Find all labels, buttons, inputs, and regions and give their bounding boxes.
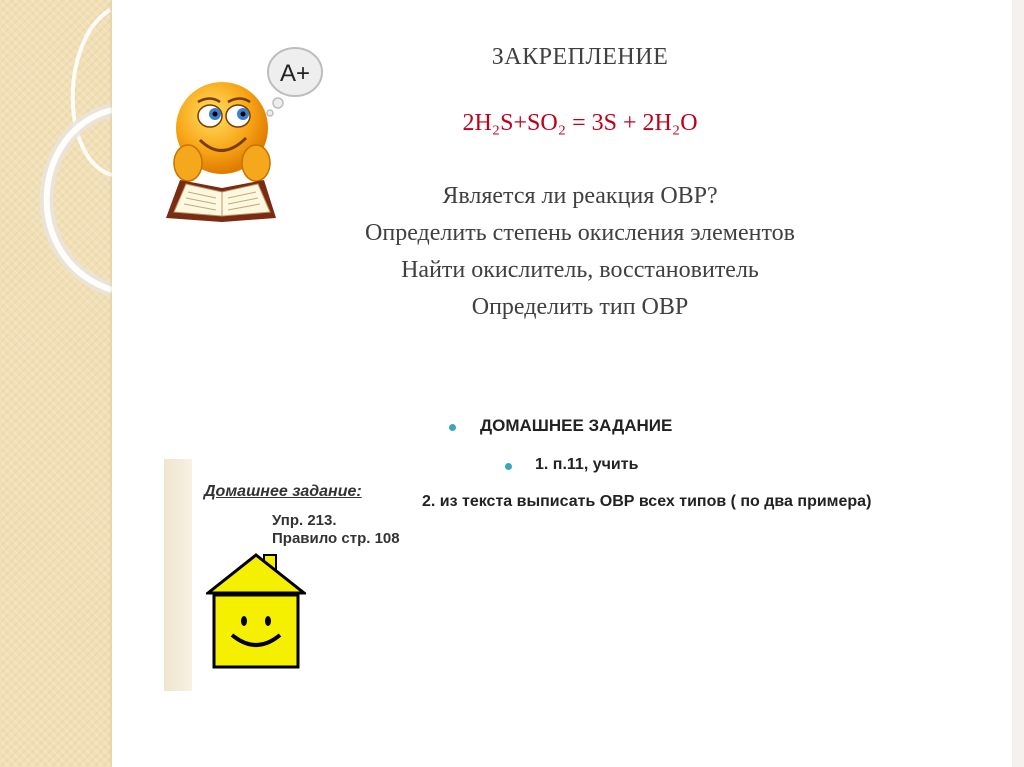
card-line-2: Правило стр. 108 [272,530,400,547]
question-list [270,178,890,326]
homework-item-2: 2. из текста выписать ОВР всех типов ( по два примера) [422,493,872,510]
card-line-1: Упр. 213. [272,512,337,529]
homework-item-1: 1. п.11, учить [535,456,639,473]
card-title: Домашнее задание: [204,483,362,500]
card-edge [164,459,192,691]
bullet-dot-icon [505,463,512,470]
thought-bubble-text: A+ [279,60,311,87]
question-item: Найти окислитель, восстановитель [401,257,759,283]
decorative-side-strip [0,0,112,767]
smiling-house-icon [206,551,306,671]
question-item: Определить тип ОВР [471,294,689,320]
bullet-dot-icon [449,424,456,431]
homework-heading: ДОМАШНЕЕ ЗАДАНИЕ [480,416,673,435]
slide-title: ЗАКРЕПЛЕНИЕ [491,44,669,70]
question-item: Является ли реакция ОВР? [442,183,718,209]
question-item: Определить степень окисления элементов [365,220,795,246]
homework-card-image [164,459,404,691]
chemical-equation: 2H₂S+SO₂ = 3S + 2H₂O [462,110,698,136]
